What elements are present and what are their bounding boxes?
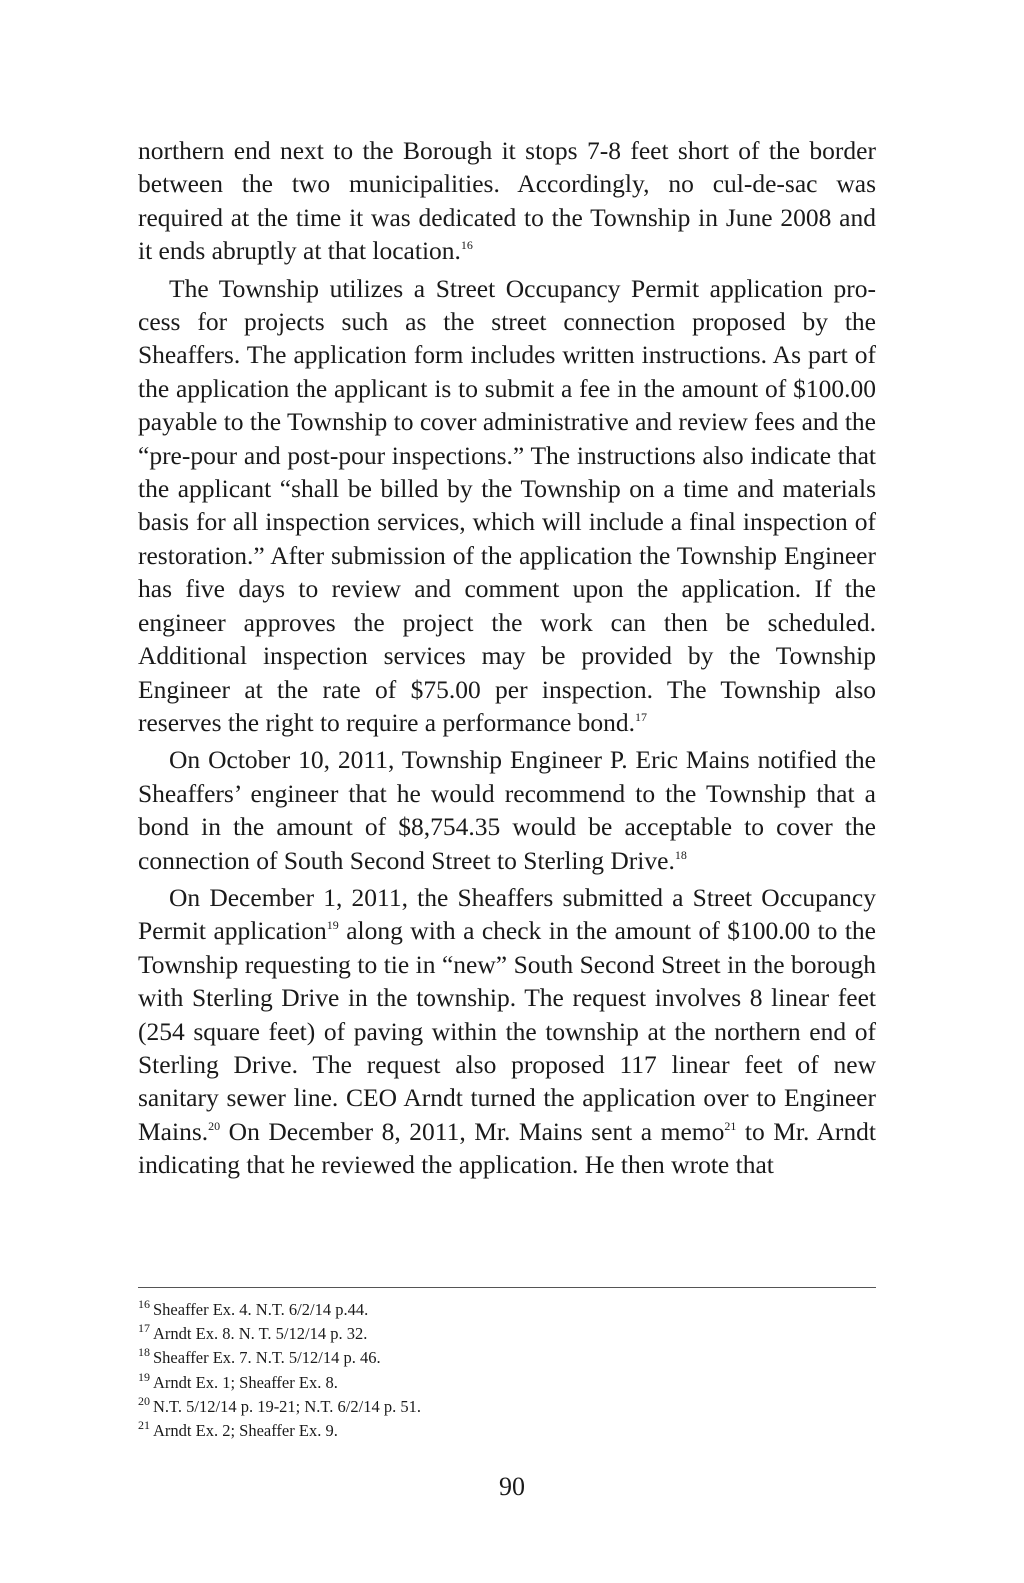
paragraph-4: On December 1, 2011, the Sheaffers submitted a Street Occupancy Permit application$^{19}$ along with a check in the amount of $100.00 to the Township requesting to tie in “new” South Second Street in the borough with Sterling Drive in the township. The request involves 8 linear feet (254 square feet) of paving within the township at the northern end of Sterling Drive. The request also proposed 117 linear feet of new sanitary sewer line. CEO Arndt turned the application over to Engineer Mains.$^{20}$ On December 8, 2011, Mr. Mains sent a memo$^{21}$ to Mr. Arndt indicating that he reviewed the application. He then wrote that [138, 882, 877, 1180]
paragraph-3: On October 10, 2011, Township Engineer P. Eric Mains notified the Sheaffers’ engineer that he would recommend to the Township that a bond in the amount of $8,754.35 would be acceptable to cover the connection of South Second Street to Sterling Drive.$^{18}$ [138, 745, 876, 875]
footnote-ref-18: 18 [674, 847, 687, 862]
page-number: 90 [499, 1472, 525, 1501]
footnotes [138, 1298, 876, 1443]
footnote-21: $^{21}$ Arndt Ex. 2; Sheaffer Ex. 9. [138, 1418, 338, 1441]
footnote-18: $^{18}$ Sheaffer Ex. 7. N.T. 5/12/14 p. 46. [138, 1345, 381, 1368]
paragraph-2: The Township utilizes a Street Occupancy Permit application process for projects such as the street connection proposed by the Sheaffers. The application form includes written instructions. As part of the application the applicant is to submit a fee in the amount of $100.00 payable to the Township to cover administrative and review fees and the “pre-pour and post-pour inspections.” The instructions also indicate that the applicant “shall be billed by the Township on a time and materials basis for all inspection services, which will include a final inspection of restoration.” After submission of the application the Township Engineer has five days to review and comment upon the application. If the engineer approves the project the work can then be scheduled. Additional inspection services may be provided by the Township Engineer at the rate of $75.00 per inspection. The Township also reserves the right to require a performance bond.$^{17}$ [138, 273, 876, 737]
footnote-ref-19: 19 [326, 918, 339, 933]
footnote-ref-21: 21 [724, 1118, 737, 1133]
footnote-16: $^{16}$ Sheaffer Ex. 4. N.T. 6/2/14 p.44. [138, 1297, 369, 1319]
footnote-17: $^{17}$ Arndt Ex. 8. N. T. 5/12/14 p. 32. [138, 1321, 368, 1344]
paragraph-1: northern end next to the Borough it stops 7-8 feet short of the border between the two municipalities. Accordingly, no cul-de-sac was required at the time it was dedicated to the Township in June 2008 and it ends abruptly at that location.$^{16}$ [138, 136, 876, 266]
footnote-ref-20: 20 [208, 1118, 221, 1133]
footnote-divider [138, 1287, 876, 1288]
body-text [138, 134, 876, 1186]
footnote-ref-16: 16 [460, 238, 473, 253]
footnote-20: $^{20}$ N.T. 5/12/14 p. 19-21; N.T. 6/2/14 p. 51. [138, 1393, 421, 1416]
footnote-19: $^{19}$ Arndt Ex. 1; Sheaffer Ex. 8. [138, 1369, 338, 1392]
footnote-ref-17: 17 [635, 709, 648, 724]
